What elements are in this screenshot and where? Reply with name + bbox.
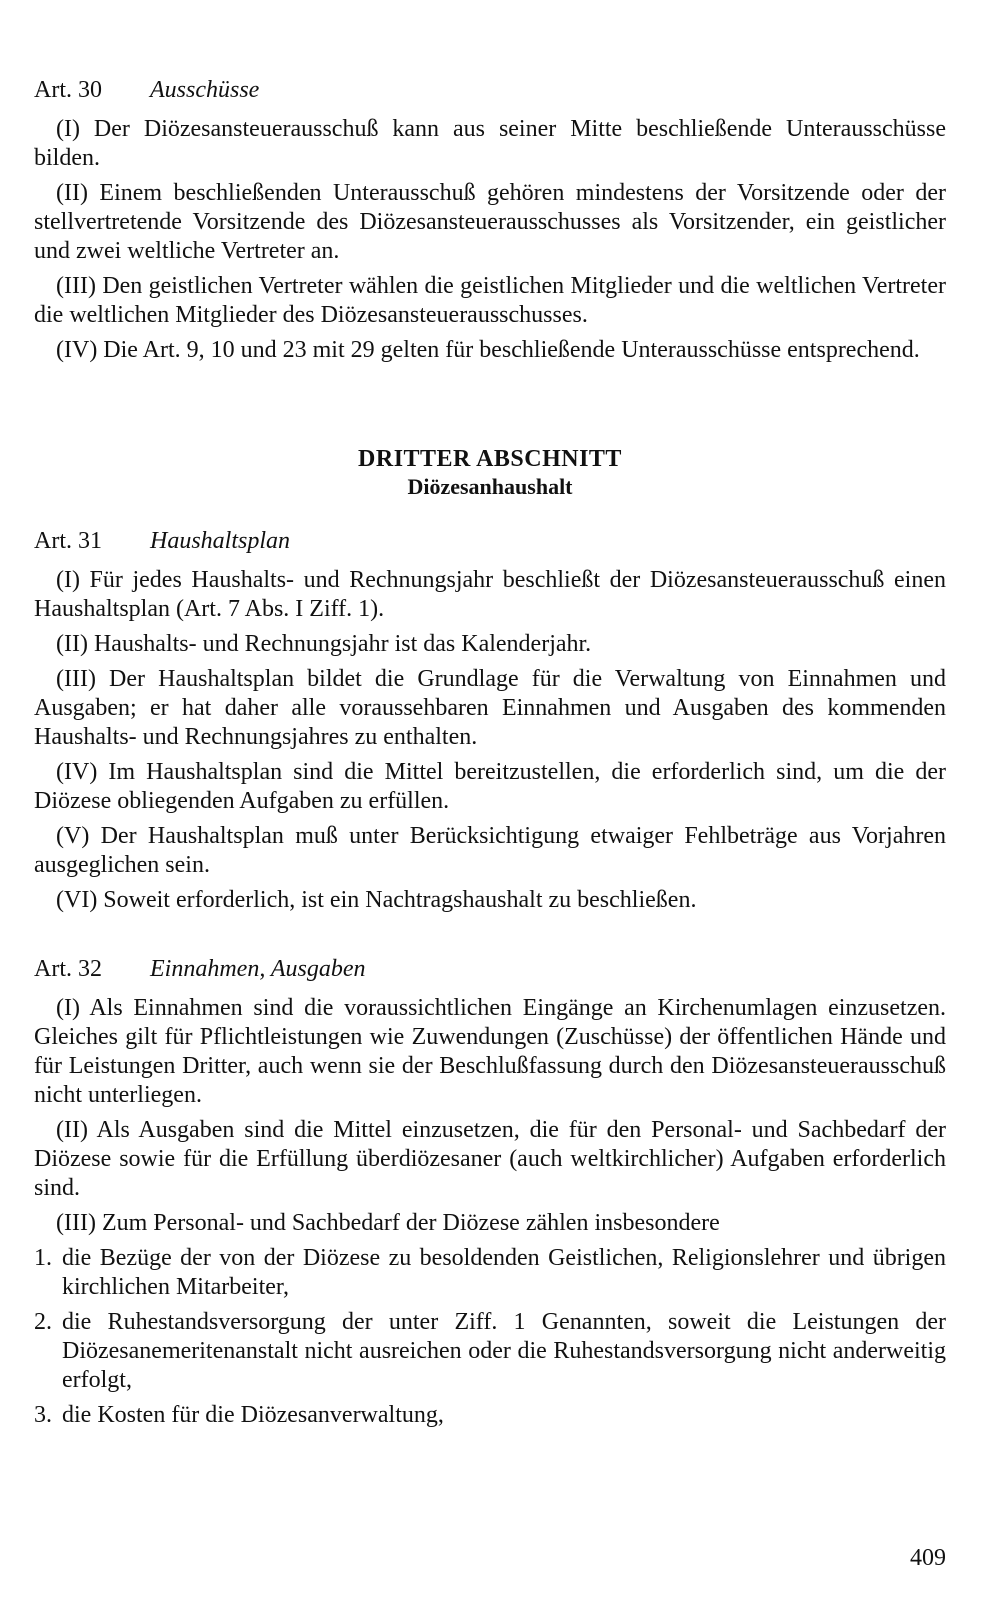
section-title: DRITTER ABSCHNITT xyxy=(358,446,622,472)
paragraph: (II) Haushalts- und Rechnungsjahr ist das Kalenderjahr. xyxy=(56,631,592,657)
article-title: Haushaltsplan xyxy=(150,528,291,554)
paragraph: (I) Der Diözesansteuerausschuß kann aus seiner Mitte beschließende Unterausschüsse bilden. xyxy=(34,116,946,171)
article-title: Ausschüsse xyxy=(150,77,260,103)
article-32 xyxy=(34,955,946,1430)
article-number: Art. 30 xyxy=(34,77,102,103)
paragraph: (I) Für jedes Haushalts- und Rechnungsjahr beschließt der Diözesansteuerausschuß einen Haushaltsplan (Art. 7 Abs. I Ziff. 1). xyxy=(34,567,946,622)
paragraph: (II) Als Ausgaben sind die Mittel einzusetzen, die für den Personal- und Sachbedarf der Diözese sowie für die Erfüllung überdiözesaner (auch weltkirchlicher) Aufgaben erforderlich sind. xyxy=(34,1117,946,1201)
list-item-text: die Kosten für die Diözesanverwaltung, xyxy=(62,1402,444,1428)
paragraph: (IV) Die Art. 9, 10 und 23 mit 29 gelten für beschließende Unterausschüsse entsprechend. xyxy=(56,337,920,363)
paragraph: (III) Den geistlichen Vertreter wählen die geistlichen Mitglieder und die weltlichen Vertreter die weltlichen Mitglieder des Diözesansteuerausschusses. xyxy=(34,273,946,328)
section-subtitle: Diözesanhaushalt xyxy=(407,474,573,499)
document-page xyxy=(34,76,946,1436)
article-title: Einnahmen, Ausgaben xyxy=(150,956,366,982)
article-number: Art. 31 xyxy=(34,528,102,554)
numbered-list xyxy=(34,1244,946,1430)
paragraph: (II) Einem beschließenden Unterausschuß gehören mindestens der Vorsitzende oder der stellvertretende Vorsitzende des Diözesansteuerausschusses als Vorsitzender, ein geistlicher und zwei weltliche Vertreter an. xyxy=(34,180,946,264)
article-30 xyxy=(34,76,946,365)
paragraph: (III) Zum Personal- und Sachbedarf der Diözese zählen insbesondere xyxy=(56,1210,720,1236)
paragraph: (I) Als Einnahmen sind die voraussichtlichen Eingänge an Kirchenumlagen einzusetzen. Gleiches gilt für Pflichtleistungen wie Zuwendungen (Zuschüsse) der öffentlichen Hände und für Leistungen Dritter, auch wenn sie der Beschlußfassung durch den Diözesansteuerausschuß nicht unterliegen. xyxy=(34,995,946,1108)
paragraph: (VI) Soweit erforderlich, ist ein Nachtragshaushalt zu beschließen. xyxy=(56,887,697,913)
section-heading xyxy=(34,445,946,501)
list-item xyxy=(34,1244,946,1302)
list-item-number: 2. xyxy=(34,1309,52,1335)
article-heading xyxy=(34,527,946,556)
paragraph: (IV) Im Haushaltsplan sind die Mittel bereitzustellen, die erforderlich sind, um die der Diözese obliegenden Aufgaben zu erfüllen. xyxy=(34,759,946,814)
article-31 xyxy=(34,527,946,915)
paragraph: (V) Der Haushaltsplan muß unter Berücksichtigung etwaiger Fehlbeträge aus Vorjahren ausgeglichen sein. xyxy=(34,823,946,878)
list-item-text: die Bezüge der von der Diözese zu besoldenden Geistlichen, Religionslehrer und übrigen kirchlichen Mitarbeiter, xyxy=(62,1245,946,1300)
page-number: 409 xyxy=(910,1545,946,1571)
list-item xyxy=(34,1401,946,1430)
article-number: Art. 32 xyxy=(34,956,102,982)
article-heading xyxy=(34,76,946,105)
list-item-text: die Ruhestandsversorgung der unter Ziff. 1 Genannten, soweit die Leistungen der Diözesanemeritenanstalt nicht ausreichen oder die Ruhestandsversorgung nicht anderweitig erfolgt, xyxy=(62,1309,946,1393)
list-item-number: 1. xyxy=(34,1245,52,1271)
article-heading xyxy=(34,955,946,984)
list-item xyxy=(34,1308,946,1395)
list-item-number: 3. xyxy=(34,1402,52,1428)
paragraph: (III) Der Haushaltsplan bildet die Grundlage für die Verwaltung von Einnahmen und Ausgaben; er hat daher alle voraussehbaren Einnahmen und Ausgaben des kommenden Haushalts- und Rechnungsjahres zu enthalten. xyxy=(34,666,946,750)
